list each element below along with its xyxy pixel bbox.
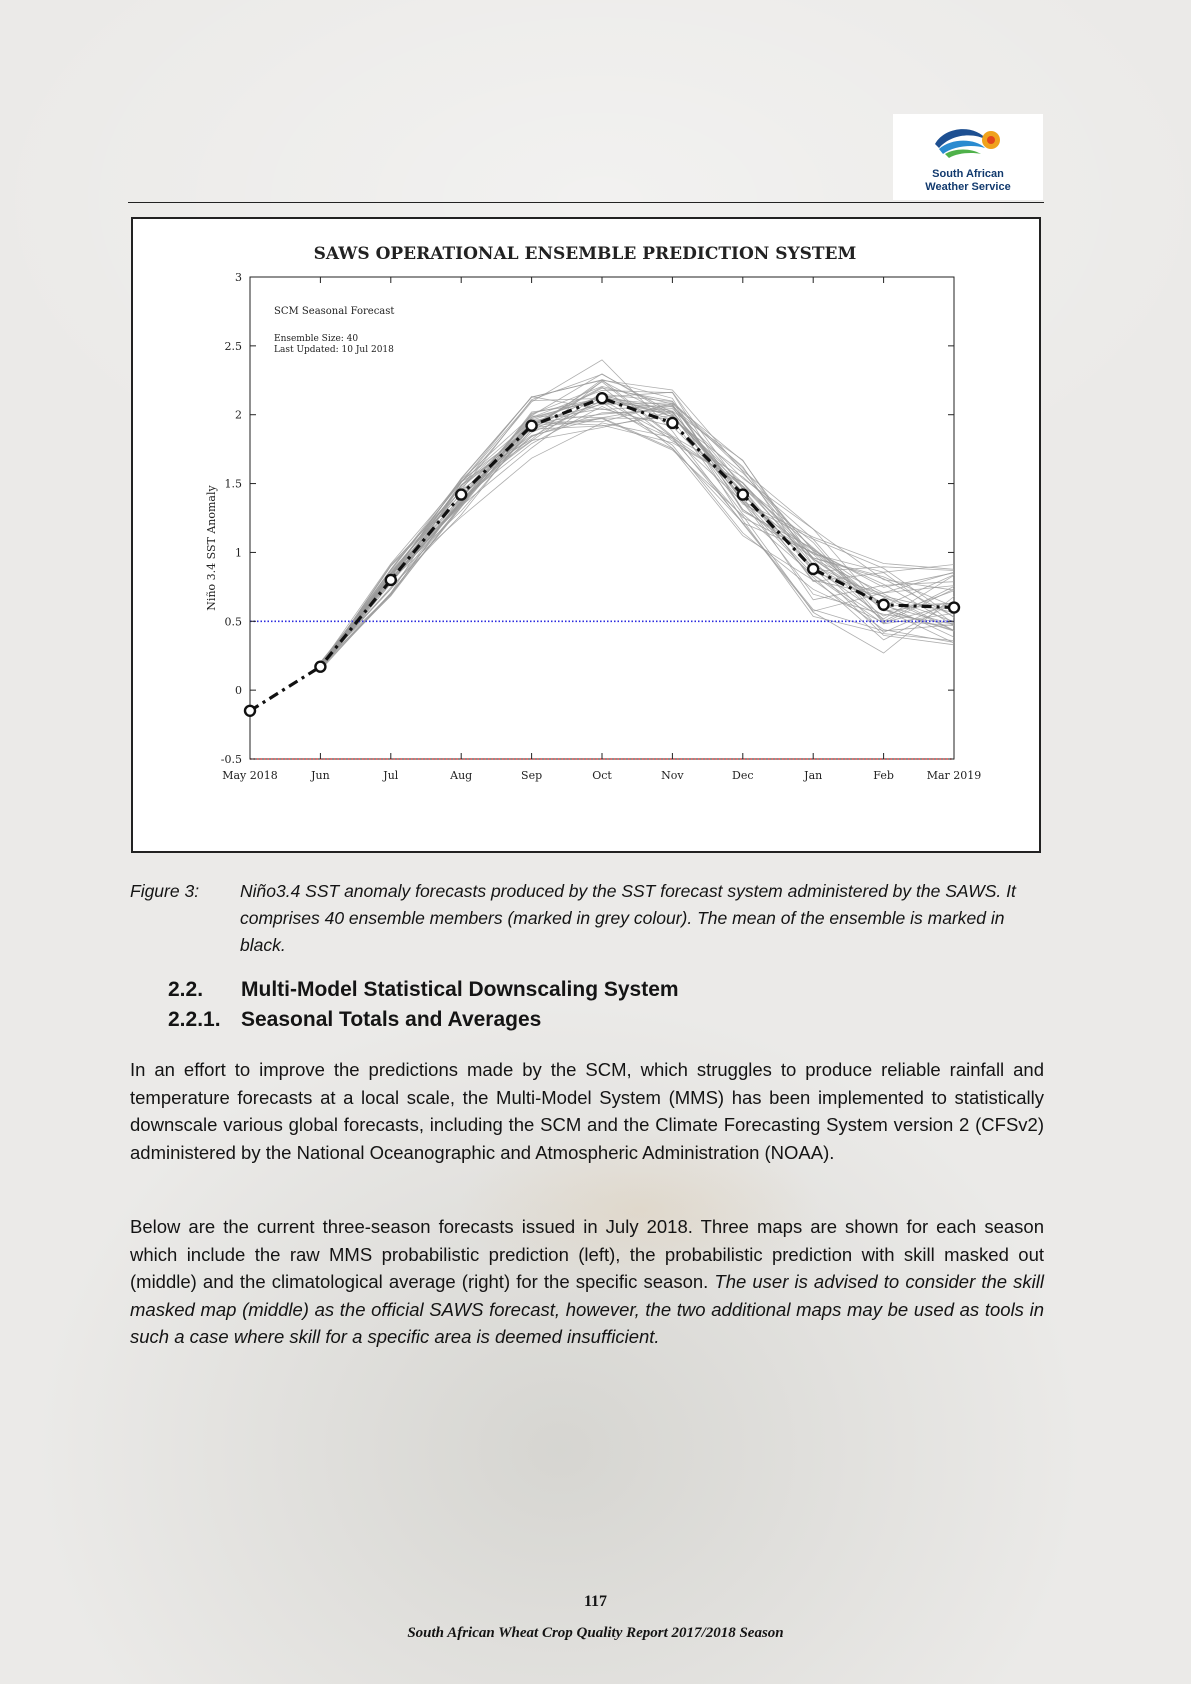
figure-caption-label: Figure 3: xyxy=(130,881,200,901)
ensemble-mean-point xyxy=(527,421,537,431)
figure-caption-text: Niño3.4 SST anomaly forecasts produced by the SST forecast system administered by the SAWS. It comprises 40 ensemble members (marked in grey colour). The mean of the ensemble is marked in black. xyxy=(240,881,1016,955)
logo-line-2: Weather Service xyxy=(925,181,1011,193)
ensemble-member-line xyxy=(320,395,954,665)
ensemble-mean-point xyxy=(315,662,325,672)
ensemble-mean-point xyxy=(456,490,466,500)
x-tick-label: Nov xyxy=(661,769,684,782)
ensemble-member-line xyxy=(320,418,954,666)
enso-forecast-chart xyxy=(133,219,1039,851)
logo-line-1: South African xyxy=(932,168,1004,180)
ensemble-member-line xyxy=(320,409,954,665)
body-paragraph-2 xyxy=(130,1213,1044,1351)
ensemble-member-line xyxy=(320,382,954,668)
ensemble-member-line xyxy=(320,398,954,664)
ensemble-member-line xyxy=(320,396,954,664)
x-tick-label: Feb xyxy=(873,769,894,782)
ensemble-member-line xyxy=(320,398,954,671)
ensemble-mean xyxy=(245,393,959,716)
y-tick-label: 3 xyxy=(235,271,242,284)
ensemble-mean-point xyxy=(597,393,607,403)
ensemble-member-line xyxy=(320,388,954,665)
ensemble-member-line xyxy=(320,403,954,669)
ensemble-mean-point xyxy=(667,418,677,428)
y-tick-label: 1.5 xyxy=(224,477,242,491)
x-tick-label: Jun xyxy=(311,769,330,782)
body-paragraph-2-text: Below are the current three-season forecasts issued in July 2018. Three maps are shown for each season which include the raw MMS probabilistic prediction (left), the probabilistic prediction with skill masked out (middle) and the climatological average (right) for the specific season. xyxy=(130,1216,1044,1292)
y-tick-label: -0.5 xyxy=(220,753,242,766)
chart-frame xyxy=(131,217,1041,853)
ensemble-member-line xyxy=(320,406,954,667)
annotation-forecast-type: SCM Seasonal Forecast xyxy=(274,306,395,317)
body-paragraph-1: In an effort to improve the predictions made by the SCM, which struggles to produce reliable rainfall and temperature forecasts at a local scale, the Multi-Model System (MMS) has been implemented to statistically downscale various global forecasts, including the SCM and the Climate Forecasting System version 2 (CFSv2) administered by the National Oceanographic and Atmospheric Administration (NOAA). xyxy=(130,1059,1044,1163)
header-divider xyxy=(128,202,1044,203)
ensemble-member-line xyxy=(320,401,954,667)
saws-logo xyxy=(893,114,1043,200)
x-tick-label: Aug xyxy=(450,769,473,782)
annotation-last-updated: Last Updated: 10 Jul 2018 xyxy=(274,345,394,355)
y-tick-label: 2 xyxy=(235,408,242,422)
ensemble-mean-point xyxy=(386,575,396,585)
ensemble-member-line xyxy=(320,396,954,662)
y-tick-label: 0.5 xyxy=(224,615,242,629)
y-tick-label: 0 xyxy=(235,684,242,698)
ensemble-mean-point xyxy=(879,600,889,610)
chart-title: SAWS OPERATIONAL ENSEMBLE PREDICTION SYSTEM xyxy=(313,244,857,264)
y-tick-label: 2.5 xyxy=(224,339,242,353)
ensemble-mean-point xyxy=(245,706,255,716)
ensemble-member-line xyxy=(320,397,954,667)
subsection-title: Seasonal Totals and Averages xyxy=(241,1008,542,1031)
ensemble-mean-point xyxy=(738,490,748,500)
ensemble-members xyxy=(320,360,954,671)
x-tick-label: Jan xyxy=(804,769,823,782)
footer-report-title: South African Wheat Crop Quality Report 2017/2018 Season xyxy=(407,1625,784,1641)
x-tick-label: Mar 2019 xyxy=(926,769,982,782)
x-tick-label: May 2018 xyxy=(222,769,278,782)
page-number: 117 xyxy=(583,1593,608,1610)
reference-lines xyxy=(250,621,954,759)
ensemble-mean-point xyxy=(949,603,959,613)
x-tick-label: Sep xyxy=(521,769,543,782)
ensemble-mean-point xyxy=(808,564,818,574)
subsection-number: 2.2.1. xyxy=(168,1008,221,1031)
body-paragraph-2-advice: The user is advised to consider the skill masked map (middle) as the official SAWS forecast, however, the two additional maps may be used as tools in such a case where skill for a specific area is deemed insufficient. xyxy=(130,1271,1044,1347)
section-title: Multi-Model Statistical Downscaling System xyxy=(241,978,679,1001)
ensemble-member-line xyxy=(320,400,954,668)
y-tick-label: 1 xyxy=(235,546,242,560)
x-tick-label: Dec xyxy=(732,769,754,782)
y-axis-label: Niño 3.4 SST Anomaly xyxy=(205,485,218,611)
saws-logo-swoosh-icon xyxy=(931,122,1005,166)
x-tick-label: Oct xyxy=(592,769,612,782)
x-tick-label: Jul xyxy=(383,769,399,782)
section-number: 2.2. xyxy=(168,978,204,1001)
annotation-ensemble-size: Ensemble Size: 40 xyxy=(274,334,359,344)
